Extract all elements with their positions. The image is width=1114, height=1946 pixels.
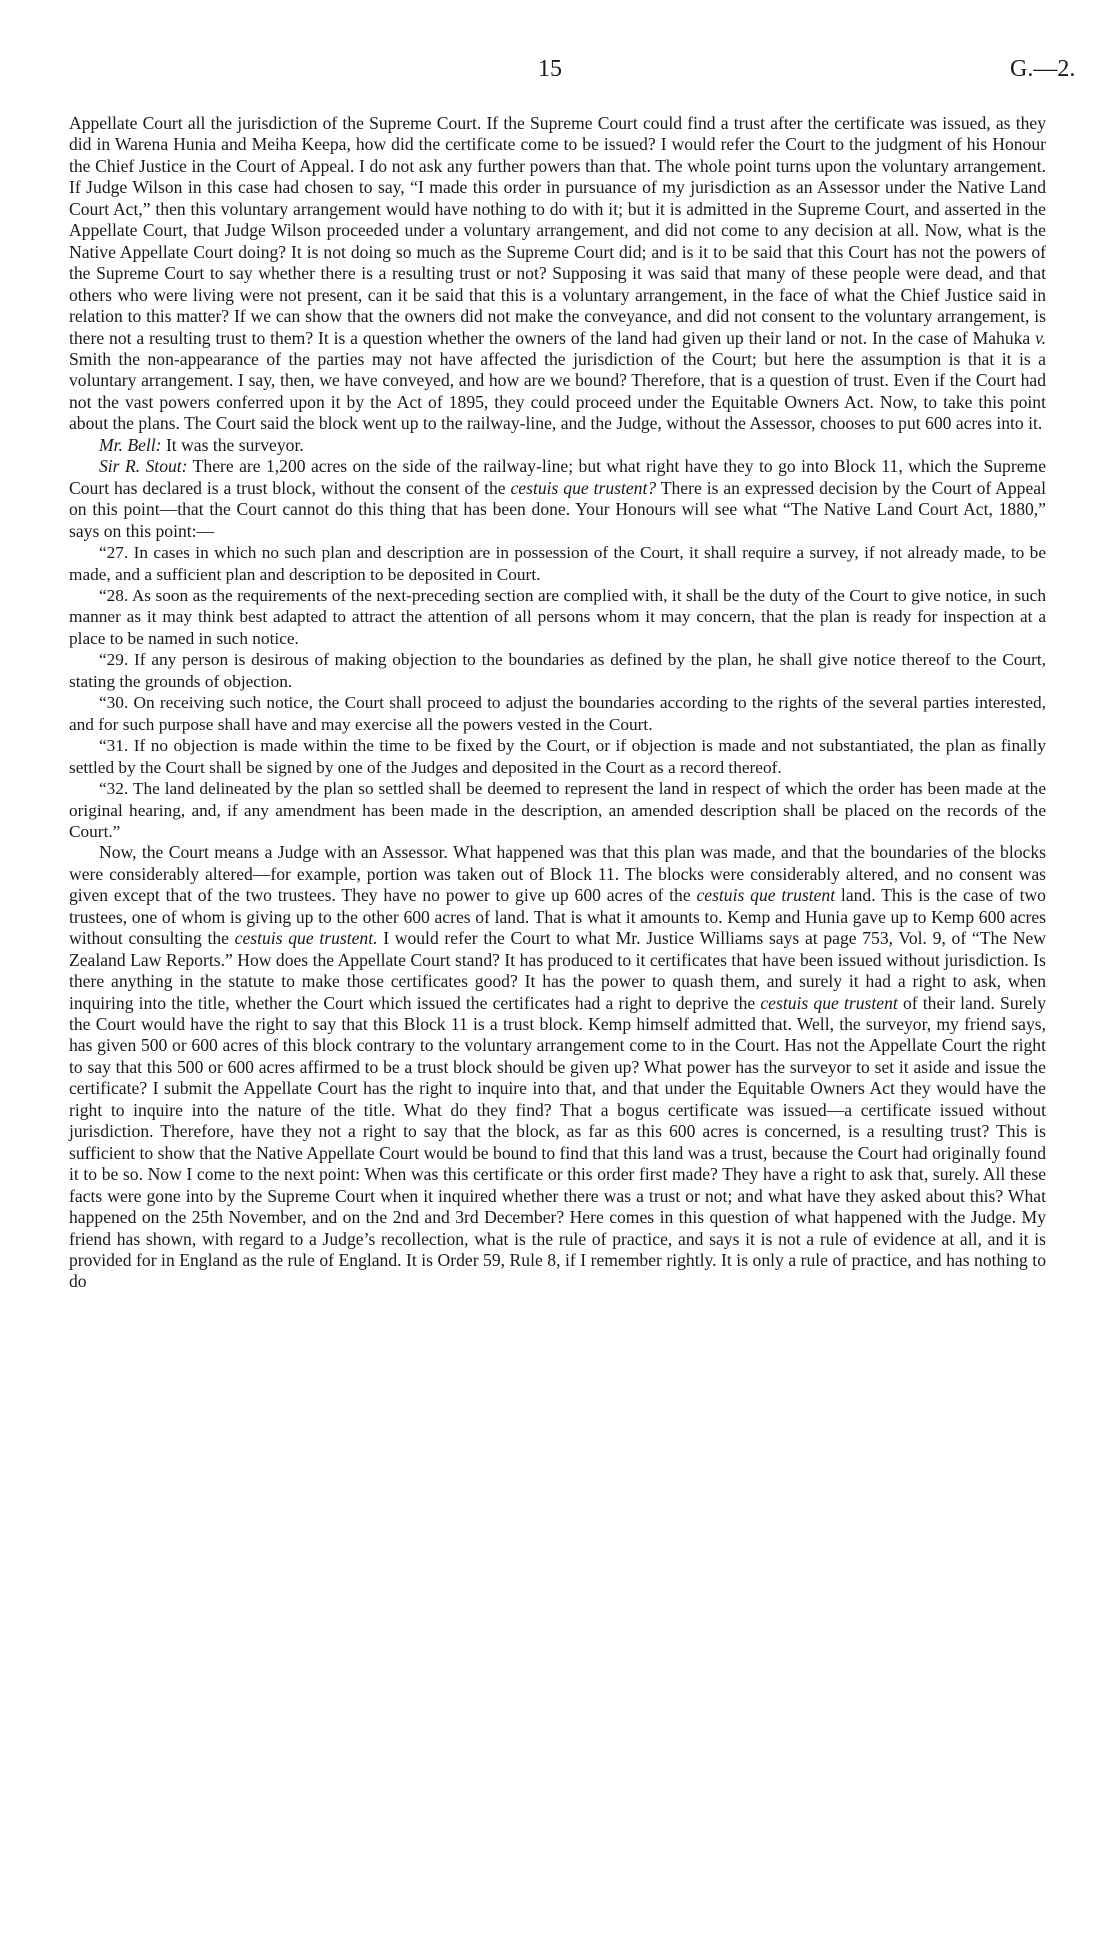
paragraph: Sir R. Stout: There are 1,200 acres on the side of the railway-line; but what right have they to go into Block 11, which the Supreme Court has declared is a trust block, without the consent of the cestuis que trustent? There is an expressed decision by the Court of Appeal on this point—that the Court cannot do this thing that has been done. Your Honours will see what “The Native Land Court Act, 1880,” says on this point:— <box>69 456 1047 541</box>
page-number: 15 <box>538 56 562 82</box>
paragraph: Mr. Bell: It was the surveyor. <box>99 434 304 455</box>
speaker: Sir R. Stout: <box>99 456 188 477</box>
paragraph: Now, the Court means a Judge with an Assessor. What happened was that this plan was made, and that the boundaries of the blocks were considerably altered—for example, portion was taken out of Block 11. The blocks were considerably altered, and no consent was given except that of the two trustees. They have no power to give up 600 acres of the cestuis que trustent land. This is the case of two trustees, one of whom is giving up to the other 600 acres of land. That is what it amounts to. Kemp and Hunia gave up to Kemp 600 acres without consulting the cestuis que trustent. I would refer the Court to what Mr. Justice Williams says at page 753, Vol. 9, of “The New Zealand Law Reports.” How does the Appellate Court stand? It has produced to it certificates that have been issued without jurisdiction. Is there anything in the statute to make those certificates good? It has the power to quash them, and surely it had a right to ask, when inquiring into the title, whether the Court which issued the certificates had a right to deprive the cestuis que trustent of their land. Surely the Court would have the right to say that this Block 11 is a trust block. Kemp himself admitted that. Well, the surveyor, my friend says, has given 500 or 600 acres of this block contrary to the voluntary arrangement come to in the Court. Has not the Appellate Court the right to say that this 500 or 600 acres affirmed to be a trust block should be given up? What power has the surveyor to set it aside and issue the certificate? I submit the Appellate Court has the right to inquire into that, and that under the Equitable Owners Act they would have the right to inquire into the nature of the title. What do they find? That a bogus certificate was issued—a certificate issued without jurisdiction. Therefore, have they not a right to say that the block, as far as this 600 acres is concerned, is a resulting trust? This is sufficient to show that the Native Appellate Court would be bound to find that this land was a trust, because the Court had originally found it to be so. Now I come to the next point: When was this certificate or this order first made? They have a right to ask that, surely. All these facts were gone into by the Supreme Court when it inquired whether there was a trust or not; and what have they asked about this? What happened on the 25th November, and on the 2nd and 3rd December? Here comes in this question of what happened with the Judge. My friend has shown, with regard to a Judge’s recollection, what is the rule of practice, and says it is not a rule of evidence at all, and it is provided for in England as the rule of England. It is Order 59, Rule 8, if I remember rightly. It is only a rule of practice, and has nothing to do <box>69 842 1046 1292</box>
paper-code: G.—2. <box>1010 56 1076 82</box>
body-text <box>69 113 1046 1293</box>
quoted-section: “29. If any person is desirous of making objection to the boundaries as defined by the plan, he shall give notice thereof to the Court, stating the grounds of objection. <box>69 650 1046 691</box>
quoted-section: “31. If no objection is made within the time to be fixed by the Court, or if objection is made and not substantiated, the plan as finally settled by the Court shall be signed by one of the Judges and deposited in the Court as a record thereof. <box>69 736 1046 777</box>
quoted-section: “28. As soon as the requirements of the next-preceding section are complied with, it shall be the duty of the Court to give notice, in such manner as it may think best adapted to attract the attention of all persons whom it may concern, that the plan is ready for inspection at a place to be named in such notice. <box>69 585 1046 648</box>
speaker: Mr. Bell: <box>99 434 162 455</box>
quoted-section: “32. The land delineated by the plan so settled shall be deemed to represent the land in respect of which the order has been made at the original hearing, and, if any amendment has been made in the description, an amended description shall be placed on the records of the Court.” <box>69 779 1046 841</box>
quoted-section: “30. On receiving such notice, the Court shall proceed to adjust the boundaries according to the rights of the several parties interested, and for such purpose shall have and may exercise all the powers vested in the Court. <box>69 693 1046 734</box>
quoted-section: “27. In cases in which no such plan and description are in possession of the Court, it shall require a survey, if not already made, to be made, and a sufficient plan and description to be deposited in Court. <box>69 543 1046 584</box>
paragraph: Appellate Court all the jurisdiction of the Supreme Court. If the Supreme Court could find a trust after the certificate was issued, as they did in Warena Hunia and Meiha Keepa, how did the certificate come to be issued? I would refer the Court to the judgment of his Honour the Chief Justice in the Court of Appeal. I do not ask any further powers than that. The whole point turns upon the voluntary arrangement. If Judge Wilson in this case had chosen to say, “I made this order in pursuance of my jurisdiction as an Assessor under the Native Land Court Act,” then this voluntary arrangement would have nothing to do with it; but it is admitted in the Supreme Court, and asserted in the Appellate Court, that Judge Wilson proceeded under a voluntary arrangement, and did not come to any decision at all. Now, what is the Native Appellate Court doing? It is not doing so much as the Supreme Court did; and is it to be said that this Court has not the powers of the Supreme Court to say whether there is a resulting trust or not? Supposing it was said that many of these people were dead, and that others who were living were not present, can it be said that this is a voluntary arrangement, in the face of what the Chief Justice said in relation to this matter? If we can show that the owners did not make the conveyance, and did not consent to the voluntary arrangement, is there not a resulting trust to them? It is a question whether the owners of the land had given up their land or not. In the case of Mahuka v. Smith the non-appearance of the parties may not have affected the jurisdiction of the Court; but here the assumption is that it is a voluntary arrangement. I say, then, we have conveyed, and how are we bound? Therefore, that is a question of trust. Even if the Court had not the vast powers conferred upon it by the Act of 1895, they could proceed under the Equitable Owners Act. Now, to take this point about the plans. The Court said the block went up to the railway-line, and the Judge, without the Assessor, chooses to put 600 acres into it. <box>69 113 1046 434</box>
